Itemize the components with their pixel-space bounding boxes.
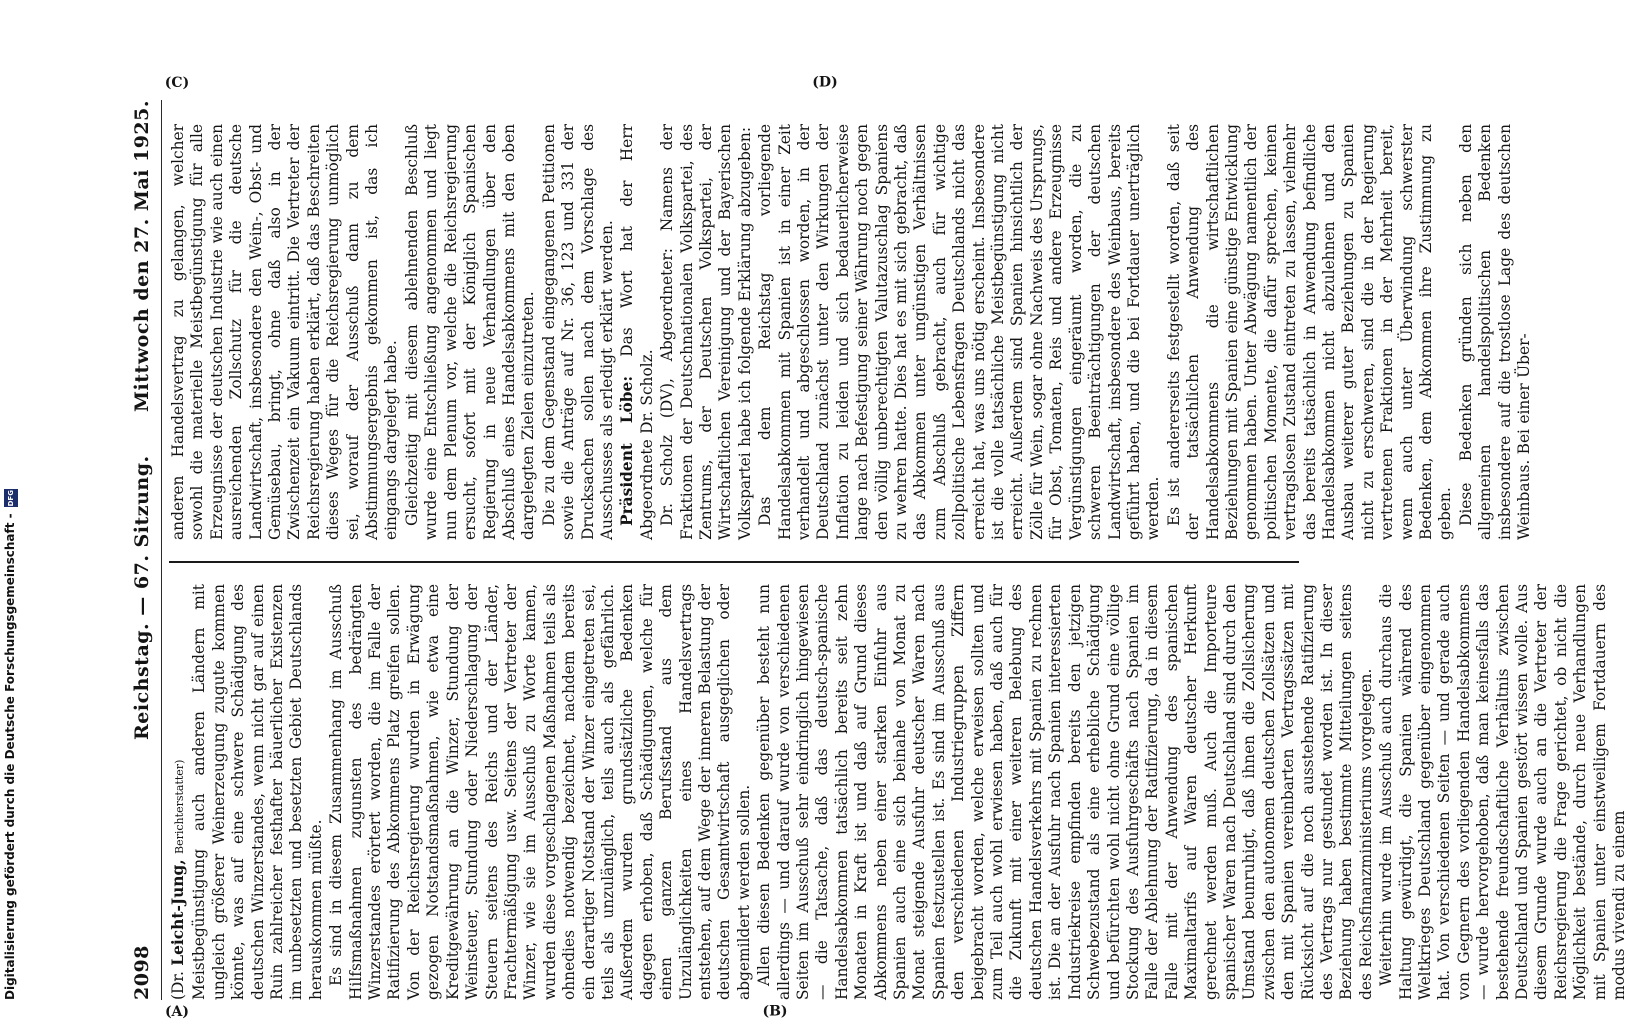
right-paragraph-6: Diese Bedenken gründen sich neben den allgemeinen handelspolitischen Bedenken insbesondere auf die trostlose Lage des deutschen Weinbaus. Bei einer Über-: [1456, 124, 1534, 540]
speaker-role: Berichterstatter): [173, 759, 186, 854]
left-paragraph-4: Weiterhin wurde im Ausschuß auch durchaus die Haltung gewürdigt, die Spanien während des Weltkrieges Deutschland gegenüber eingenommen hat. Von verschiedenen Seiten — und gerade auch von Gegnern des vorliegenden Handelsabkommens — wurde hervorgehoben, daß man keinesfalls das bestehende freundschaftliche Verhältnis zwischen Deutschland und Spanien gestört wissen wolle. Aus diesem Grunde wurde auch an die Vertreter der Reichsregierung die Frage gerichtet, ob nicht die Möglichkeit bestände, durch neue Verhandlungen mit Spanien unter einstweiligem Fortdauern des modus vivendi zu einem: [1377, 584, 1629, 1000]
digitization-credit: [0, 0, 20, 1000]
right-paragraph-1: anderen Handelsvertrag zu gelangen, welcher sowohl die materielle Meistbegünstigung für alle Erzeugnisse der deutschen Industrie wie auch einen ausreichenden Zollschutz für die deutsche Landwirtschaft, insbesondere den Wein-, Obst- und Gemüsebau, bringt, ohne daß also in der Zwischenzeit ein Vakuum eintritt. Die Vertreter der Reichsregierung haben erklärt, daß das Beschreiten dieses Weges für die Reichsregierung unmöglich sei, worauf der Ausschuß dann zu dem Abstimmungsergebnis gekommen ist, das ich eingangs dargelegt habe.: [169, 124, 401, 540]
session-date: Mittwoch den 27. Mai 1925.: [131, 100, 153, 412]
header-rule: [161, 100, 162, 1000]
margin-marker-d: (D): [812, 74, 838, 91]
right-paragraph-2: Gleichzeitig mit diesem ablehnenden Beschluß wurde eine Entschließung angenommen und liegt nun dem Plenum vor, welche die Reichsregierung ersucht, sofort mit der Königlich Spanischen Regierung in neue Verhandlungen über den Abschluß eines Handelsabkommens mit den oben dargelegten Zielen einzutreten.: [402, 124, 538, 540]
document-page: [117, 74, 1629, 1020]
president-remark: [618, 124, 657, 540]
dfg-logo: DFG: [4, 489, 18, 507]
left-column: [169, 584, 1629, 1000]
margin-marker-a: (A): [164, 1003, 190, 1020]
left-paragraph-2: Es sind in diesem Zusammenhang im Ausschuß Hilfsmaßnahmen zugunsten des bedrängten Winzerstandes erörtert worden, die im Falle der Ratifizierung des Abkommens Platz greifen sollen. Von der Reichsregierung wurden in Erwägung gezogen Notstandsmaßnahmen, wie etwa eine Kreditgewährung an die Winzer, Stundung der Weinsteuer, Stundung oder Niederschlagung der Steuern seitens des Reichs und der Länder, Frachtermäßigung usw. Seitens der Vertreter der Winzer, wie sie im Ausschuß zu Worte kamen, wurden diese vorgeschlagenen Maßnahmen teils als ohnedies notwendig bezeichnet, nachdem bereits ein derartiger Notstand der Winzer eingetreten sei, teils als unzulänglich, teils auch als gefährlich. Außerdem wurden grundsätzliche Bedenken dagegen erhoben, daß Schädigungen, welche für einen ganzen Berufsstand aus dem Unzulänglichkeiten eines Handelsvertrags entstehen, auf dem Wege der inneren Belastung der deutschen Gesamtwirtschaft ausgeglichen oder abgemildert werden sollen.: [327, 584, 753, 1000]
margin-marker-c: (C): [164, 74, 190, 91]
right-paragraph-3: Die zu dem Gegenstand eingegangenen Petitionen sowie die Anträge auf Nr. 36, 123 und 331 der Drucksachen sollen nach dem Vorschlage des Ausschusses als erledigt erklärt werden.: [539, 124, 616, 540]
digitization-credit-text: Digitalisierung gefördert durch die Deutsche Forschungsgemeinschaft -: [3, 513, 17, 1000]
president-label: Präsident Löbe:: [618, 375, 637, 526]
page-header: [131, 100, 161, 1000]
margin-marker-b: (B): [762, 1003, 788, 1020]
president-text: Das Wort hat der Herr Abgeordnete Dr. Scholz.: [618, 124, 656, 540]
speaker-prefix: (Dr.: [169, 971, 187, 1000]
speaker-attribution: [169, 584, 189, 1000]
page-number: 2098: [131, 945, 153, 1000]
left-paragraph-1: Meistbegünstigung auch anderen Ländern mit ungleich größerer Weinerzeugung zugute kommen könnte, was auf eine schwere Schädigung des deutschen Winzerstandes, wenn nicht gar auf einen Ruin zahlreicher festhafter bäuerlicher Existenzen im unbesetzten und besetzten Gebiet Deutschlands herauskommen müßte.: [190, 584, 325, 1000]
left-paragraph-3: Allen diesen Bedenken gegenüber besteht nun allerdings — und darauf wurde von verschiedenen Seiten im Ausschuß sehr eindringlich hingewiesen — die Tatsache, daß das deutsch-spanische Handelsabkommen tatsächlich bereits seit zehn Monaten in Kraft ist und daß auf Grund dieses Abkommens neben einer starken Einfuhr aus Spanien auch eine sich beinahe von Monat zu Monat steigende Ausfuhr deutscher Waren nach Spanien festzustellen ist. Es sind im Ausschuß aus den verschiedenen Industriegruppen Ziffern beigebracht worden, welche erweisen sollten und zum Teil auch wohl erwiesen haben, daß auch für die Zukunft mit einer weiteren Belebung des deutschen Handelsverkehrs mit Spanien zu rechnen ist. Die an der Ausfuhr nach Spanien interessierten Industriekreise empfinden bereits den jetzigen Schwebezustand als eine erhebliche Schädigung und befürchten wohl nicht ohne Grund eine völlige Stockung des Ausfuhrgeschäfts nach Spanien im Falle der Ablehnung der Ratifizierung, da in diesem Falle mit der Anwendung des spanischen Maximaltarifs auf Waren deutscher Herkunft gerechnet werden muß. Auch die Importeure spanischer Waren nach Deutschland sind durch den Umstand beunruhigt, daß ihnen die Zollsicherung zwischen den autonomen deutschen Zollsätzen und den mit Spanien vereinbarten Vertragssätzen mit Rücksicht auf die noch ausstehende Ratifizierung des Vertrags nur gestundet worden ist. In dieser Beziehung haben bestimmte Mitteilungen seitens des Reichsfinanzministeriums vorgelegen.: [755, 584, 1375, 1000]
right-paragraph-5: Es ist andererseits festgestellt worden, daß seit der tatsächlichen Anwendung des Handelsabkommens die wirtschaftlichen Beziehungen mit Spanien eine günstige Entwicklung genommen haben. Unter Abwägung namentlich der politischen Momente, die dafür sprechen, keinen vertragslosen Zustand eintreten zu lassen, vielmehr das bereits tatsächlich in Anwendung befindliche Handelsabkommen nicht abzulehnen und den Ausbau weiterer guter Beziehungen zu Spanien nicht zu erschweren, sind die in der Regierung vertretenen Fraktionen in der Mehrheit bereit, wenn auch unter Überwindung schwerster Bedenken, dem Abkommen ihre Zustimmung zu geben.: [1164, 124, 1455, 540]
speaker-name: Leicht-Jung,: [169, 859, 187, 966]
column-divider: [169, 561, 1299, 563]
right-column: [169, 124, 1534, 540]
right-paragraph-4: Das dem Reichstag vorliegende Handelsabkommen mit Spanien ist in einer Zeit verhandelt und abgeschlossen worden, in der Deutschland zunächst unter den Wirkungen der Inflation zu leiden und sich bedauerlicherweise lange nach Befestigung seiner Währung noch gegen den völlig unberechtigten Valutazuschlag Spaniens zu wehren hatte. Dies hat es mit sich gebracht, daß das Abkommen unter ungünstigen Verhältnissen zum Abschluß gebracht, auch für wichtige zollpolitische Lebensfragen Deutschlands nicht das erreicht hat, was uns nötig erscheint. Insbesondere ist die volle tatsächliche Meistbegünstigung nicht erreicht. Außerdem sind Spanien hinsichtlich der Zölle für Wein, sogar ohne Nachweis des Ursprungs, für Obst, Tomaten, Reis und andere Erzeugnisse Vergünstigungen eingeräumt worden, die zu schweren Beeinträchtigungen der deutschen Landwirtschaft, insbesondere des Weinbaus, bereits geführt haben, und die bei Fortdauer unerträglich werden.: [756, 124, 1163, 540]
speaker-line: Dr. Scholz (DV), Abgeordneter: Namens der Fraktionen der Deutschnationalen Volkspartei, des Zentrums, der Deutschen Volkspartei, der Wirtschaftlichen Vereinigung und der Bayerischen Volkspartei habe ich folgende Erklärung abzugeben:: [658, 124, 754, 540]
session-title: Reichstag. — 67. Sitzung.: [131, 455, 153, 740]
